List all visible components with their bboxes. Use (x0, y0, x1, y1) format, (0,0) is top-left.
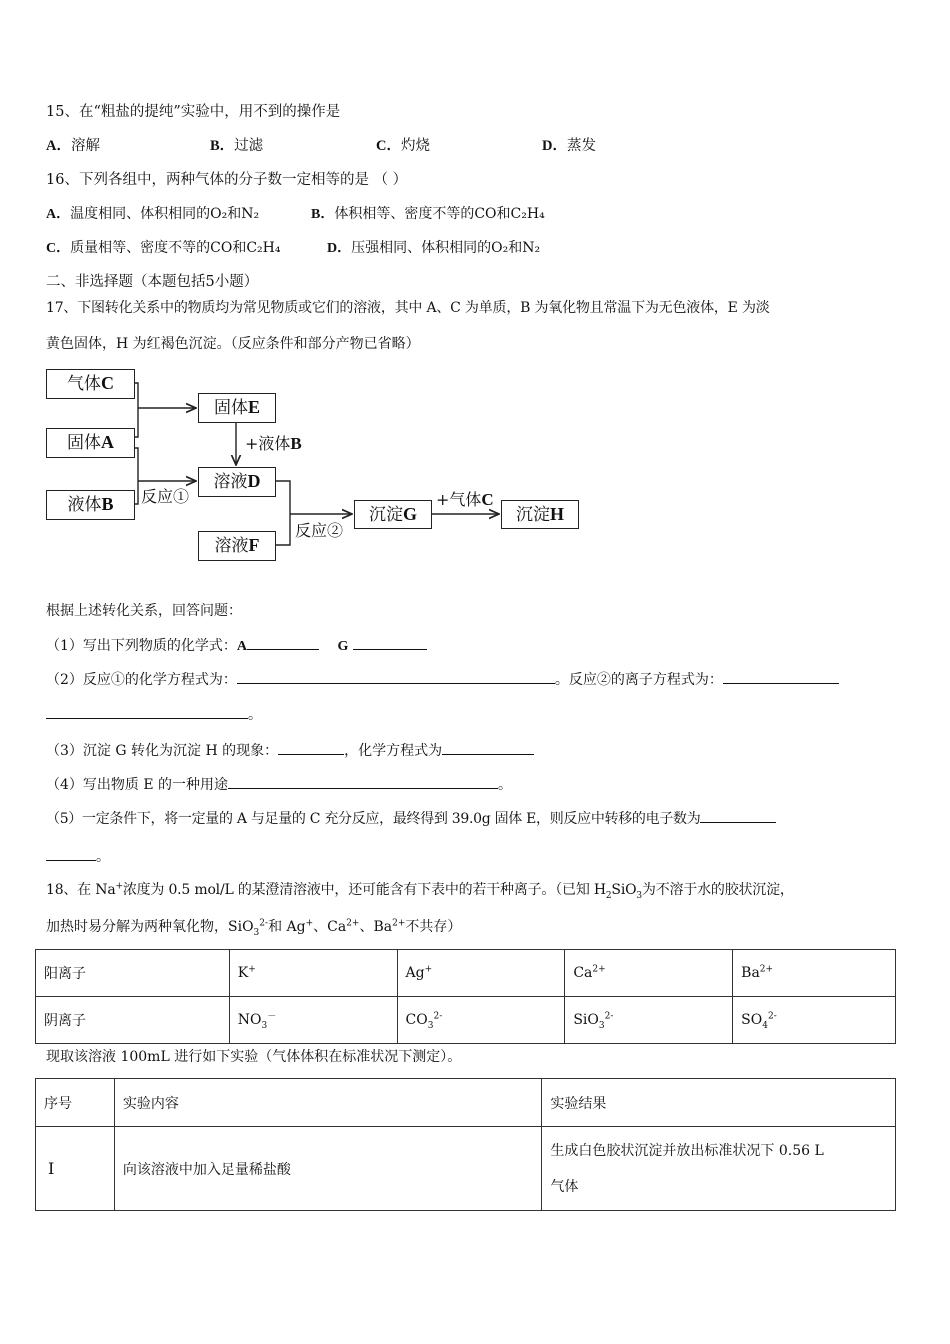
q16-option-b: B．体积相等、密度不等的CO和C₂H₄ (311, 206, 545, 222)
q16-option-c: C．质量相等、密度不等的CO和C₂H₄ (46, 240, 281, 256)
header-no: 序号 (36, 1079, 115, 1127)
table-header-row (36, 1079, 896, 1127)
box-solid-e: 固体E (198, 393, 276, 423)
box-precipitate-h: 沉淀H (501, 500, 579, 529)
q16-stem: 16、下列各组中，两种气体的分子数一定相等的是 （ ） (46, 172, 408, 188)
header-content: 实验内容 (114, 1079, 541, 1127)
box-solid-a: 固体A (46, 428, 135, 458)
q17-sub2: （2）反应①的化学方程式为： 。反应②的离子方程式为： (46, 669, 839, 690)
ion-cell: $Ca^{2+}$ (565, 950, 733, 997)
ion-cell: $SO_4^{2-}$ (733, 997, 896, 1044)
cell-no: Ⅰ (36, 1127, 115, 1211)
cell-result: 生成白色胶状沉淀并放出标准状况下 0.56 L 气体 (542, 1127, 896, 1211)
q18-stem-line2: 加热时易分解为两种氧化物，SiO$_3^{2-}$和 Ag+、$Ca^{2+}$、$Ba^{2+}$不共存） (46, 918, 462, 938)
box-gas-c: 气体C (46, 369, 135, 399)
q17-stem-line1: 17、下图转化关系中的物质均为常见物质或它们的溶液，其中 A、C 为单质，B 为氧化物且常温下为无色液体，E 为淡 (46, 300, 770, 316)
answer-blank-use[interactable] (228, 774, 498, 789)
q17-stem-line2: 黄色固体，H 为红褐色沉淀。（反应条件和部分产物已省略） (46, 336, 420, 352)
experiment-table (35, 1078, 896, 1211)
answer-blank-equation[interactable] (442, 740, 534, 755)
q15-option-c: C．灼烧 (376, 138, 430, 154)
q16-option-a: A．温度相同、体积相同的O₂和N₂ (46, 206, 260, 222)
section-heading: 二、非选择题（本题包括5小题） (46, 274, 259, 290)
label-reaction-1: 反应① (141, 487, 190, 506)
ion-cell: Ag+ (397, 950, 565, 997)
ion-cell: SiO$_3^{2-}$ (565, 997, 733, 1044)
q17-sub4: （4）写出物质 E 的一种用途 。 (46, 774, 512, 795)
answer-blank-electrons[interactable] (700, 808, 776, 823)
q15-option-b: B．过滤 (210, 138, 264, 154)
answer-blank-reaction2[interactable] (723, 669, 839, 684)
ion-cell: $NO_3^-$ (229, 997, 397, 1044)
label-reaction-2: 反应② (295, 521, 344, 540)
header-result: 实验结果 (542, 1079, 896, 1127)
ion-cell: $Ba^{2+}$ (733, 950, 896, 997)
table-row (36, 950, 896, 997)
q15-stem: 15、在“粗盐的提纯”实验中，用不到的操作是 (46, 104, 341, 120)
cell-content: 向该溶液中加入足量稀盐酸 (114, 1127, 541, 1211)
table-row (36, 1127, 896, 1211)
label-plus-liquid-b: +液体B (245, 434, 302, 453)
q18-experiment-intro: 现取该溶液 100mL 进行如下实验（气体体积在标准状况下测定）。 (46, 1049, 462, 1065)
answer-blank-phenomenon[interactable] (278, 740, 344, 755)
answer-blank-g[interactable] (353, 635, 427, 650)
q17-sub5: （5）一定条件下，将一定量的 A 与足量的 C 充分反应，最终得到 39.0g 固体 E，则反应中转移的电子数为 (46, 808, 776, 829)
table-row (36, 997, 896, 1044)
box-solution-d: 溶液D (198, 467, 276, 497)
q16-option-d: D．压强相同、体积相同的O₂和N₂ (327, 240, 541, 256)
ion-table (35, 949, 896, 1044)
answer-blank-reaction2-cont[interactable] (46, 704, 248, 719)
ion-cell: $CO_3^{2-}$ (397, 997, 565, 1044)
box-precipitate-g: 沉淀G (354, 500, 432, 529)
q17-sub1: （1）写出下列物质的化学式：A G (46, 635, 427, 657)
q17-sub2-cont: 。 (46, 704, 262, 725)
box-solution-f: 溶液F (198, 531, 276, 561)
answer-blank-reaction1[interactable] (237, 669, 555, 684)
q15-option-d: D．蒸发 (542, 138, 596, 154)
q17-sub5-cont: 。 (46, 846, 110, 867)
row-header-cations: 阳离子 (36, 950, 230, 997)
answer-blank-a[interactable] (247, 635, 319, 650)
answer-blank-electrons-cont[interactable] (46, 846, 96, 861)
box-liquid-b: 液体B (46, 490, 135, 520)
q17-prompt: 根据上述转化关系，回答问题： (46, 603, 242, 619)
row-header-anions: 阴离子 (36, 997, 230, 1044)
ion-cell: K+ (229, 950, 397, 997)
label-plus-gas-c: +气体C (436, 490, 494, 509)
q17-sub3: （3）沉淀 G 转化为沉淀 H 的现象： ，化学方程式为 (46, 740, 534, 761)
q15-option-a: A．溶解 (46, 138, 100, 154)
q18-stem-line1: 18、在 Na+浓度为 0.5 mol/L 的某澄清溶液中，还可能含有下表中的若干种离子。（已知 $H_2SiO_3$为不溶于水的胶状沉淀， (46, 881, 794, 901)
